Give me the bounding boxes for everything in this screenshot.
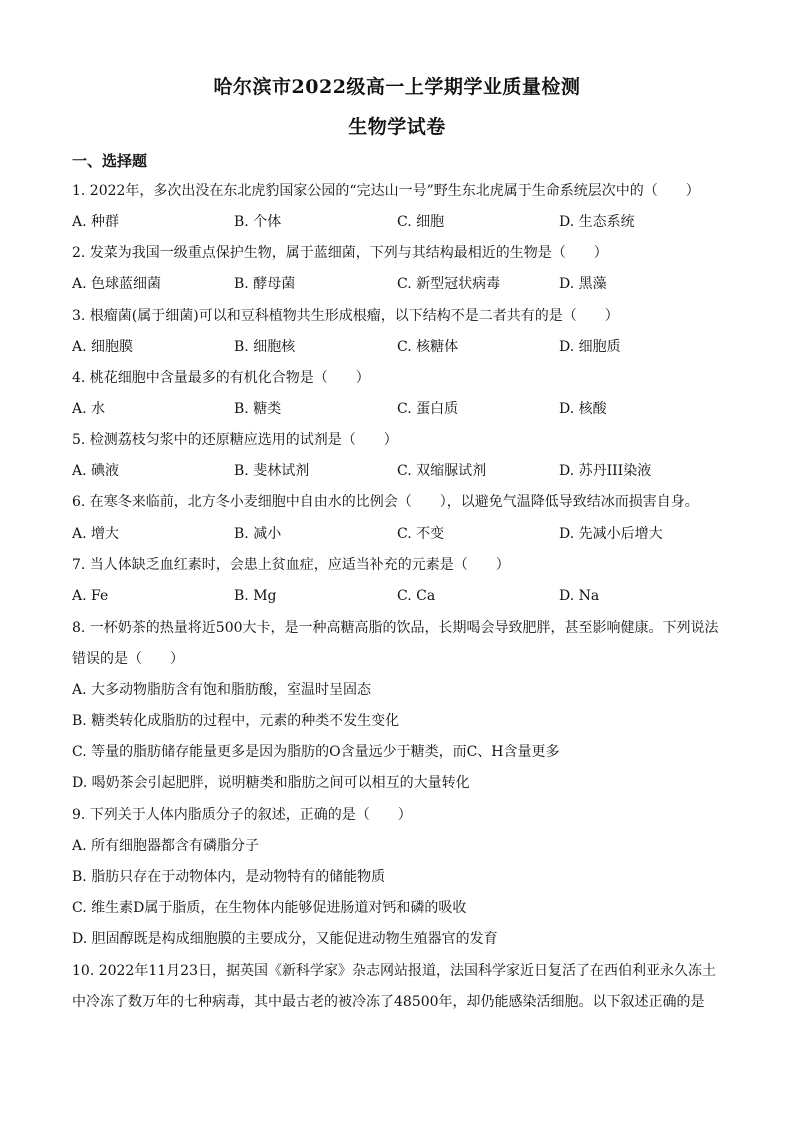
option-c: C. 蛋白质 — [397, 401, 459, 417]
question-9-stem: 9. 下列关于人体内脂质分子的叙述，正确的是（ ） — [72, 807, 412, 823]
question-10-stem: 10. 2022年11月23日，据英国《新科学家》杂志网站报道，法国科学家近日复活了在西伯利亚永久冻土 — [72, 963, 716, 979]
option-b: B. 减小 — [234, 526, 282, 542]
option-b: B. 个体 — [234, 214, 282, 230]
question-9-option-c: C. 维生素D属于脂质，在生物体内能够促进肠道对钙和磷的吸收 — [72, 900, 467, 916]
option-a: A. 增大 — [72, 526, 120, 542]
question-8-option-c: C. 等量的脂肪储存能量更多是因为脂肪的O含量远少于糖类，而C、H含量更多 — [72, 744, 560, 760]
option-b: B. 糖类 — [234, 401, 282, 417]
question-8-stem: 8. 一杯奶茶的热量将近500大卡，是一种高糖高脂的饮品，长期喝会导致肥胖，甚至影响健康。下列说法 — [72, 620, 719, 636]
option-a: A. Fe — [72, 588, 109, 604]
option-a: A. 碘液 — [72, 463, 120, 479]
question-8-option-d: D. 喝奶茶会引起肥胖，说明糖类和脂肪之间可以相互的大量转化 — [72, 775, 470, 791]
option-b: B. 细胞核 — [234, 339, 296, 355]
question-8-stem-cont: 错误的是（ ） — [72, 651, 184, 667]
option-c: C. Ca — [397, 588, 436, 604]
question-8-option-a: A. 大多动物脂肪含有饱和脂肪酸，室温时呈固态 — [72, 682, 372, 698]
question-5-stem: 5. 检测荔枝匀浆中的还原糖应选用的试剂是（ ） — [72, 432, 398, 448]
question-6-stem: 6. 在寒冬来临前，北方冬小麦细胞中自由水的比例会（ ），以避免气温降低导致结冰而损害自身。 — [72, 494, 699, 510]
option-c: C. 不变 — [397, 526, 445, 542]
option-d: D. 核酸 — [559, 401, 607, 417]
question-9-option-b: B. 脂肪只存在于动物体内，是动物特有的储能物质 — [72, 869, 386, 885]
option-c: C. 双缩脲试剂 — [397, 463, 487, 479]
option-d: D. 细胞质 — [559, 339, 621, 355]
option-a: A. 种群 — [72, 214, 120, 230]
option-d: D. 黑藻 — [559, 276, 607, 292]
question-1-stem: 1. 2022年，多次出没在东北虎豹国家公园的“完达山一号”野生东北虎属于生命系统层次中的（ ） — [72, 183, 700, 199]
option-c: C. 新型冠状病毒 — [397, 276, 501, 292]
question-8-option-b: B. 糖类转化成脂肪的过程中，元素的种类不发生变化 — [72, 713, 400, 729]
question-4-stem: 4. 桃花细胞中含量最多的有机化合物是（ ） — [72, 370, 370, 386]
question-10-stem-cont: 中冷冻了数万年的七种病毒，其中最古老的被冷冻了48500年，却仍能感染活细胞。以下叙述正确的是 — [72, 994, 705, 1010]
option-a: A. 水 — [72, 401, 106, 417]
question-2-options — [72, 274, 732, 294]
question-4-options — [72, 399, 732, 419]
question-7-options — [72, 586, 732, 606]
question-1-options — [72, 212, 732, 232]
question-2-stem: 2. 发菜为我国一级重点保护生物，属于蓝细菌，下列与其结构最相近的生物是（ ） — [72, 245, 608, 261]
option-c: C. 核糖体 — [397, 339, 459, 355]
option-d: D. 先减小后增大 — [559, 526, 663, 542]
question-3-stem: 3. 根瘤菌(属于细菌)可以和豆科植物共生形成根瘤，以下结构不是二者共有的是（ ） — [72, 308, 619, 324]
option-c: C. 细胞 — [397, 214, 445, 230]
option-b: B. 斐林试剂 — [234, 463, 310, 479]
question-3-options — [72, 337, 732, 357]
question-7-stem: 7. 当人体缺乏血红素时，会患上贫血症，应适当补充的元素是（ ） — [72, 557, 510, 573]
section-heading: 一、选择题 — [72, 152, 148, 170]
option-b: B. 酵母菌 — [234, 276, 296, 292]
question-9-option-d: D. 胆固醇既是构成细胞膜的主要成分，又能促进动物生殖器官的发育 — [72, 931, 498, 947]
question-6-options — [72, 524, 732, 544]
option-a: A. 色球蓝细菌 — [72, 276, 162, 292]
question-9-option-a: A. 所有细胞器都含有磷脂分子 — [72, 838, 260, 854]
exam-subtitle: 生物学试卷 — [348, 116, 446, 138]
question-5-options — [72, 461, 732, 481]
option-b: B. Mg — [234, 588, 277, 604]
option-d: D. Na — [559, 588, 600, 604]
option-d: D. 生态系统 — [559, 214, 635, 230]
exam-title: 哈尔滨市2022级高一上学期学业质量检测 — [213, 76, 581, 98]
option-d: D. 苏丹III染液 — [559, 463, 652, 479]
option-a: A. 细胞膜 — [72, 339, 134, 355]
